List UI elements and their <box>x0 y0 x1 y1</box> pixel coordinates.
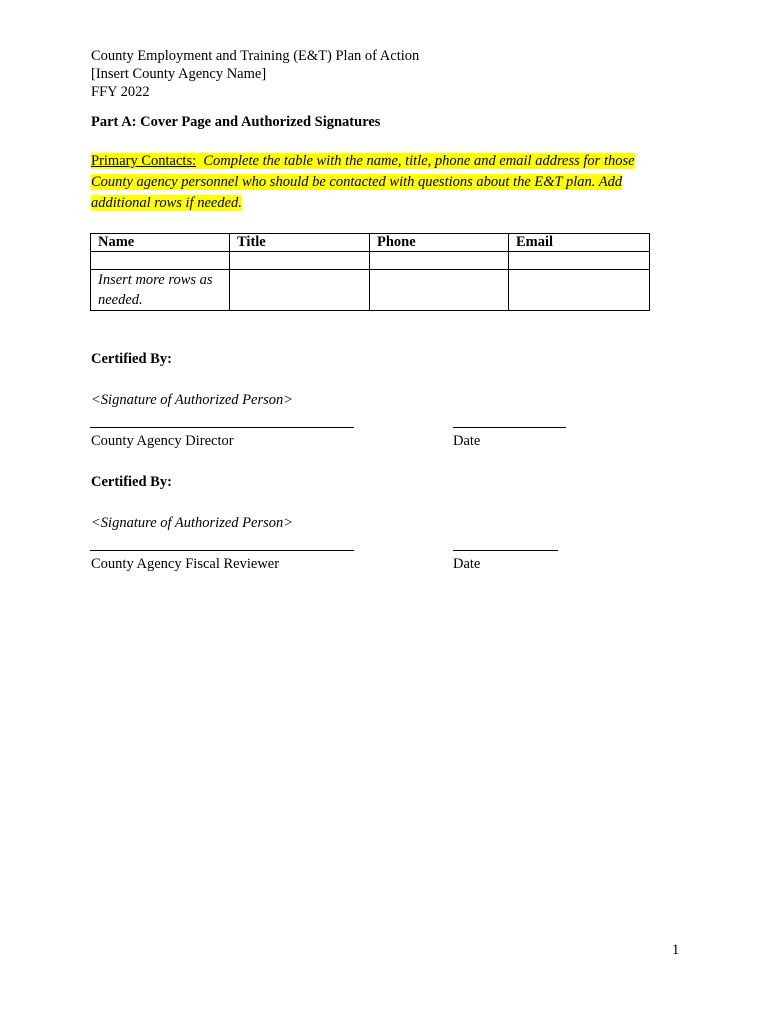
part-a-heading: Part A: Cover Page and Authorized Signatures <box>91 114 381 130</box>
signer-role: County Agency Director <box>91 433 234 449</box>
signature-line[interactable] <box>90 427 354 428</box>
document-header <box>91 47 419 101</box>
table-cell-title[interactable] <box>230 270 370 311</box>
table-cell-phone[interactable] <box>370 252 509 270</box>
column-header-title: Title <box>230 234 370 252</box>
document-title: County Employment and Training (E&T) Plan of Action <box>91 48 420 64</box>
signature-placeholder: <Signature of Authorized Person> <box>91 515 294 531</box>
table-row <box>91 270 650 311</box>
agency-name-placeholder: [Insert County Agency Name] <box>91 66 267 82</box>
certified-by-label: Certified By: <box>91 351 172 367</box>
primary-contacts-label: Primary Contacts: <box>91 153 197 169</box>
table-cell-name[interactable]: Insert more rows as needed. <box>91 270 230 311</box>
primary-contacts-instruction <box>91 151 671 214</box>
table-cell-title[interactable] <box>230 252 370 270</box>
page-number: 1 <box>672 942 680 958</box>
table-row <box>91 252 650 270</box>
table-header-row <box>91 234 650 252</box>
date-label: Date <box>453 556 481 572</box>
table-cell-phone[interactable] <box>370 270 509 311</box>
column-header-email: Email <box>509 234 650 252</box>
contacts-table <box>90 233 650 311</box>
primary-contacts-text: Complete the table with the name, title, phone and email address for those County agency personnel who should be contacted with questions about the E&T plan. Add additional rows if needed. <box>91 153 635 211</box>
signer-role: County Agency Fiscal Reviewer <box>91 556 280 572</box>
date-line[interactable] <box>453 550 558 551</box>
signature-placeholder: <Signature of Authorized Person> <box>91 392 294 408</box>
table-cell-email[interactable] <box>509 252 650 270</box>
table-cell-name[interactable] <box>91 252 230 270</box>
signature-line[interactable] <box>90 550 354 551</box>
column-header-phone: Phone <box>370 234 509 252</box>
fiscal-year: FFY 2022 <box>91 84 150 100</box>
table-cell-email[interactable] <box>509 270 650 311</box>
certified-by-label: Certified By: <box>91 474 172 490</box>
date-label: Date <box>453 433 481 449</box>
date-line[interactable] <box>453 427 566 428</box>
column-header-name: Name <box>91 234 230 252</box>
